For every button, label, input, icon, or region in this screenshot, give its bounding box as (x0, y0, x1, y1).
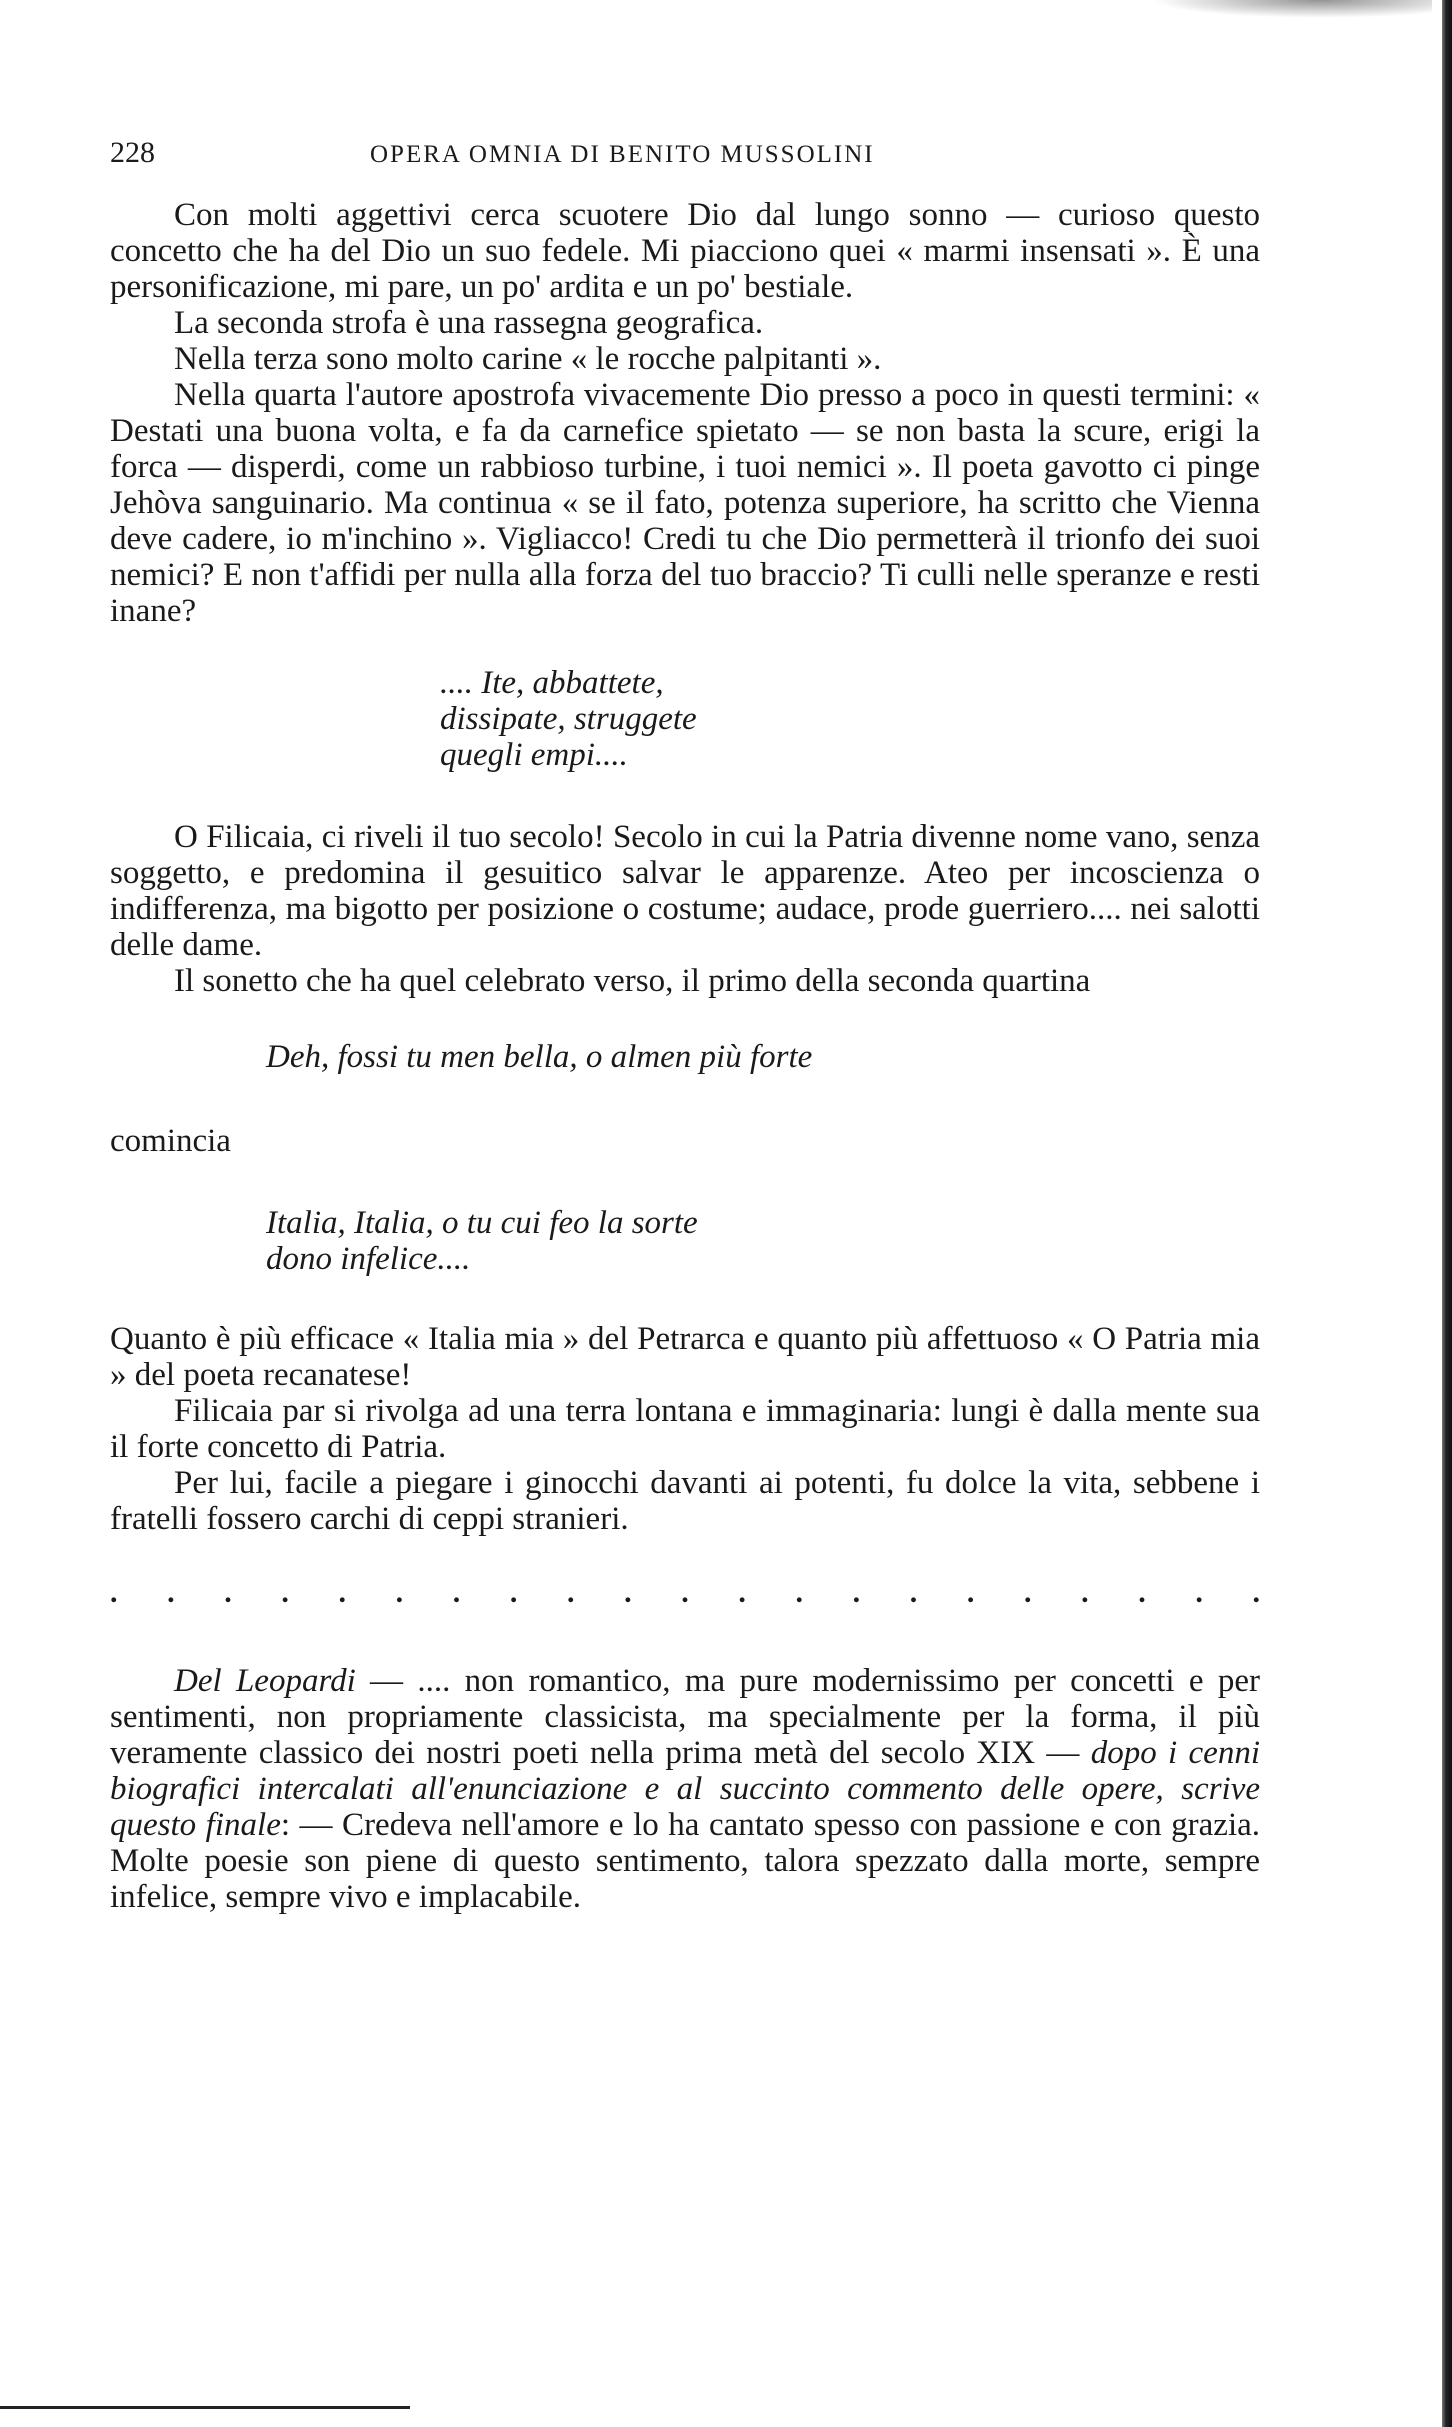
separator-dot: . (1024, 1576, 1032, 1609)
separator-dot: . (567, 1576, 575, 1609)
separator-dot: . (795, 1576, 803, 1609)
separator-dot: . (1138, 1576, 1146, 1609)
separator-dot: . (624, 1576, 632, 1609)
separator-dot: . (167, 1576, 175, 1609)
page-body (110, 135, 1260, 1915)
paragraph: O Filicaia, ci riveli il tuo secolo! Secolo in cui la Patria divenne nome vano, senza soggetto, e predomina il gesuitico salvar le apparenze. Ateo per incoscienza o indifferenza, ma bigotto per posizione o costume; audace, prode guerriero.... nei salotti delle dame. (110, 819, 1260, 963)
verse-line: .... Ite, abbattete, (440, 665, 664, 701)
verse-line: Deh, fossi tu men bella, o almen più forte (266, 1039, 813, 1075)
verse-quote-italia (266, 1205, 1260, 1277)
separator-dot: . (110, 1576, 118, 1609)
paragraph: La seconda strofa è una rassegna geografica. (174, 305, 764, 341)
running-title: OPERA OMNIA DI BENITO MUSSOLINI (370, 141, 875, 168)
verse-line: dissipate, struggete (440, 701, 697, 737)
verse-line: quegli empi.... (440, 737, 628, 773)
verse-line: dono infelice.... (266, 1241, 471, 1277)
scan-edge-shadow (1442, 0, 1452, 2427)
paragraph: Quanto è più efficace « Italia mia » del Petrarca e quanto più affettuoso « O Patria mia » del poeta recanatese! (110, 1321, 1260, 1393)
footnote-rule (0, 2406, 410, 2409)
page-header (110, 135, 1260, 173)
separator-dot: . (338, 1576, 346, 1609)
separator-dot: . (1252, 1576, 1260, 1609)
leopardi-intro: Del Leopardi (174, 1663, 356, 1699)
separator-dot: . (452, 1576, 461, 1609)
leopardi-italic-note: dopo i cenni biografici intercalati all'enunciazione e al succinto commento delle opere, scrive questo finale (110, 1735, 1260, 1843)
verse-quote-sonnet (266, 1039, 1260, 1075)
paragraph: Per lui, facile a piegare i ginocchi davanti ai potenti, fu dolce la vita, sebbene i fratelli fossero carchi di ceppi stranieri. (110, 1465, 1260, 1537)
separator-dot: . (1195, 1576, 1203, 1609)
separator-dot: . (909, 1576, 918, 1609)
paragraph: Nella terza sono molto carine « le rocche palpitanti ». (174, 341, 882, 377)
section-separator (110, 1575, 1260, 1611)
separator-dot: . (224, 1576, 232, 1609)
paragraph: Nella quarta l'autore apostrofa vivacemente Dio presso a poco in questi termini: « Destati una buona volta, e fa da carnefice spietato — se non basta la scure, erigi la forca — disperdi, come un rabbioso turbine, i tuoi nemici ». Il poeta gavotto ci pinge Jehòva sanguinario. Ma continua « se il fato, potenza superiore, ha scritto che Vienna deve cadere, io m'inchino ». Vigliacco! Credi tu che Dio permetterà il trionfo dei suoi nemici? E non t'affidi per nulla alla forza del tuo braccio? Ti culli nelle speranze e resti inane? (110, 377, 1260, 629)
separator-dot: . (966, 1576, 975, 1609)
page-number: 228 (110, 136, 155, 169)
separator-dot: . (281, 1576, 289, 1609)
leopardi-paragraph (110, 1663, 1260, 1915)
separator-dot: . (1081, 1576, 1089, 1609)
separator-dot: . (395, 1576, 404, 1609)
scan-smudge (1152, 0, 1432, 18)
separator-dot: . (509, 1576, 518, 1609)
paragraph: comincia (110, 1123, 231, 1159)
paragraph: Filicaia par si rivolga ad una terra lontana e immaginaria: lungi è dalla mente sua il forte concetto di Patria. (110, 1393, 1260, 1465)
leopardi-text-2: : — Credeva nell'amore e lo ha cantato spesso con passione e con grazia. Molte poesie son piene di questo sentimento, talora spezzato dalla morte, sempre infelice, sempre vivo e implacabile. (110, 1807, 1261, 1915)
separator-dot: . (738, 1576, 746, 1609)
verse-quote-filicaia (440, 665, 1260, 773)
separator-dot: . (681, 1576, 689, 1609)
separator-dot: . (852, 1576, 861, 1609)
leopardi-text-1: — .... non romantico, ma pure modernissimo per concetti e per sentimenti, non propriamente classicista, ma specialmente per la forma, il più veramente classico dei nostri poeti nella prima metà del secolo XIX — (110, 1663, 1260, 1771)
paragraph: Con molti aggettivi cerca scuotere Dio dal lungo sonno — curioso questo concetto che ha del Dio un suo fedele. Mi piacciono quei « marmi insensati ». È una personificazione, mi pare, un po' ardita e un po' bestiale. (110, 197, 1260, 305)
paragraph: Il sonetto che ha quel celebrato verso, il primo della seconda quartina (174, 963, 1091, 999)
verse-line: Italia, Italia, o tu cui feo la sorte (266, 1205, 698, 1241)
